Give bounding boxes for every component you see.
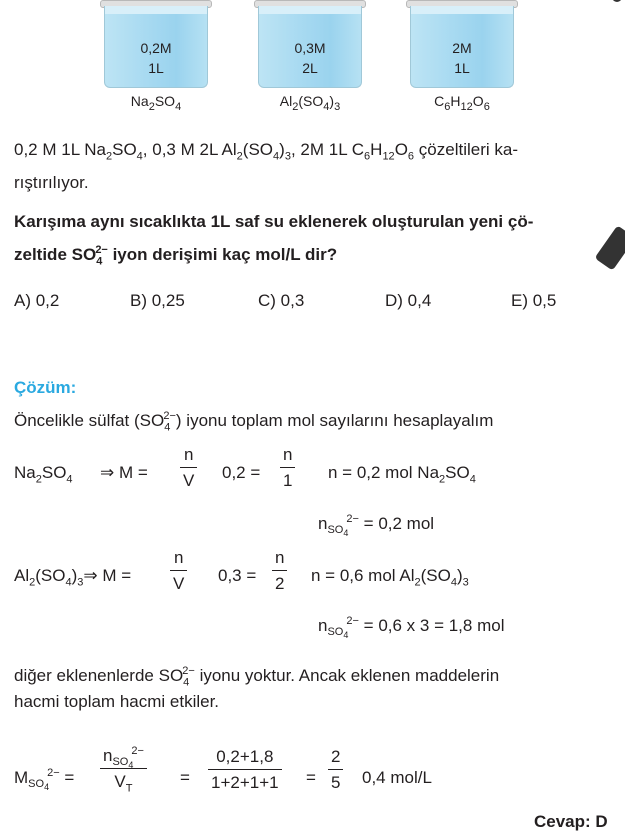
solution-heading: Çözüm:: [14, 378, 77, 397]
eq2-frac-mv: $\frac{n}{V}$: [170, 548, 187, 594]
option-a[interactable]: A) 0,2: [14, 291, 60, 310]
eq2-formula: $Al_2(SO_4)_3\Rightarrow$ M =: [14, 566, 132, 589]
beaker-1-molarity: 0,2M: [140, 40, 172, 56]
solution-intro: Öncelikle sülfat $(SO_4^{2-})$ iyonu toplam mol sayılarını hesaplayalım: [14, 410, 494, 434]
final-eq-1: =: [180, 768, 190, 787]
beaker-1: [102, 0, 210, 88]
eq1-result: n = 0,2 mol $Na_2SO_4$: [328, 463, 476, 486]
option-d[interactable]: D) 0,4: [385, 291, 432, 310]
final-eq-2: =: [306, 768, 316, 787]
beaker-3-molarity: 2M: [452, 40, 472, 56]
question-line-2: rıştırılıyor.: [14, 173, 89, 192]
eq1-val: 0,2 =: [222, 463, 261, 482]
question-bold-2: zeltide $SO_4^{2-}$ iyon derişimi kaç mol/L dir?: [14, 244, 338, 268]
option-e[interactable]: E) 0,5: [511, 291, 557, 310]
beaker-2: [256, 0, 364, 88]
answer-label: Cevap: D: [534, 812, 608, 831]
eq1-frac-n1: $\frac{n}{1}$: [280, 445, 295, 491]
question-line-1: 0,2 M 1L $Na_2SO_4$, 0,3 M 2L $Al_2(SO_4)_3$, 2M 1L $C_6H_{12}O_6$ çözeltileri ka-: [14, 140, 518, 163]
eq1-arrow: ⇒ M =: [100, 463, 148, 482]
final-lhs: $M_{SO_4}^{2-}$ =: [14, 767, 75, 793]
beaker-3: [408, 0, 516, 88]
pen-icon: [612, 0, 622, 2]
beaker-3-volume: 1L: [454, 60, 470, 76]
eq2-result: n = 0,6 mol $Al_2(SO_4)_3$: [311, 566, 469, 589]
beaker-1-label: $Na_2SO_4$: [130, 93, 182, 113]
eq1-frac-mv: $\frac{n}{V}$: [180, 445, 197, 491]
eq2-mol: $n_{SO_4}^{2-} = 0,6$ x 3 = 1,8 mol: [318, 615, 505, 641]
beaker-3-label: $C_6H_{12}O_6$: [434, 93, 490, 113]
pen-icon-2: [595, 225, 625, 270]
note-line-1: diğer eklenenlerde $SO_4^{2-}$ iyonu yoktur. Ancak eklenen maddelerin: [14, 665, 500, 689]
final-frac-simplified: $\frac{2}{5}$: [328, 747, 343, 793]
eq2-frac-n2: $\frac{n}{2}$: [272, 548, 287, 594]
final-frac-def: $n_{SO_4}^{2-}$ $V_T$: [100, 746, 147, 792]
beaker-2-molarity: 0,3M: [294, 40, 326, 56]
final-result: 0,4 mol/L: [362, 768, 432, 787]
eq2-val: 0,3 =: [218, 566, 257, 585]
beaker-1-volume: 1L: [148, 60, 164, 76]
final-frac-values: $\frac{0,2+1,8}{1+2+1+1}$: [208, 747, 282, 793]
eq1-mol: $n_{SO_4}^{2-} = 0,2$ mol: [318, 513, 435, 539]
beaker-2-volume: 2L: [302, 60, 318, 76]
question-bold-1: Karışıma aynı sıcaklıkta 1L saf su eklenerek oluşturulan yeni çö-: [14, 212, 534, 231]
option-c[interactable]: C) 0,3: [258, 291, 305, 310]
option-b[interactable]: B) 0,25: [130, 291, 185, 310]
note-line-2: hacmi toplam hacmi etkiler.: [14, 692, 220, 711]
beaker-2-label: $Al_2(SO_4)_3$: [279, 93, 341, 113]
eq1-formula: $Na_2SO_4$: [14, 463, 73, 486]
